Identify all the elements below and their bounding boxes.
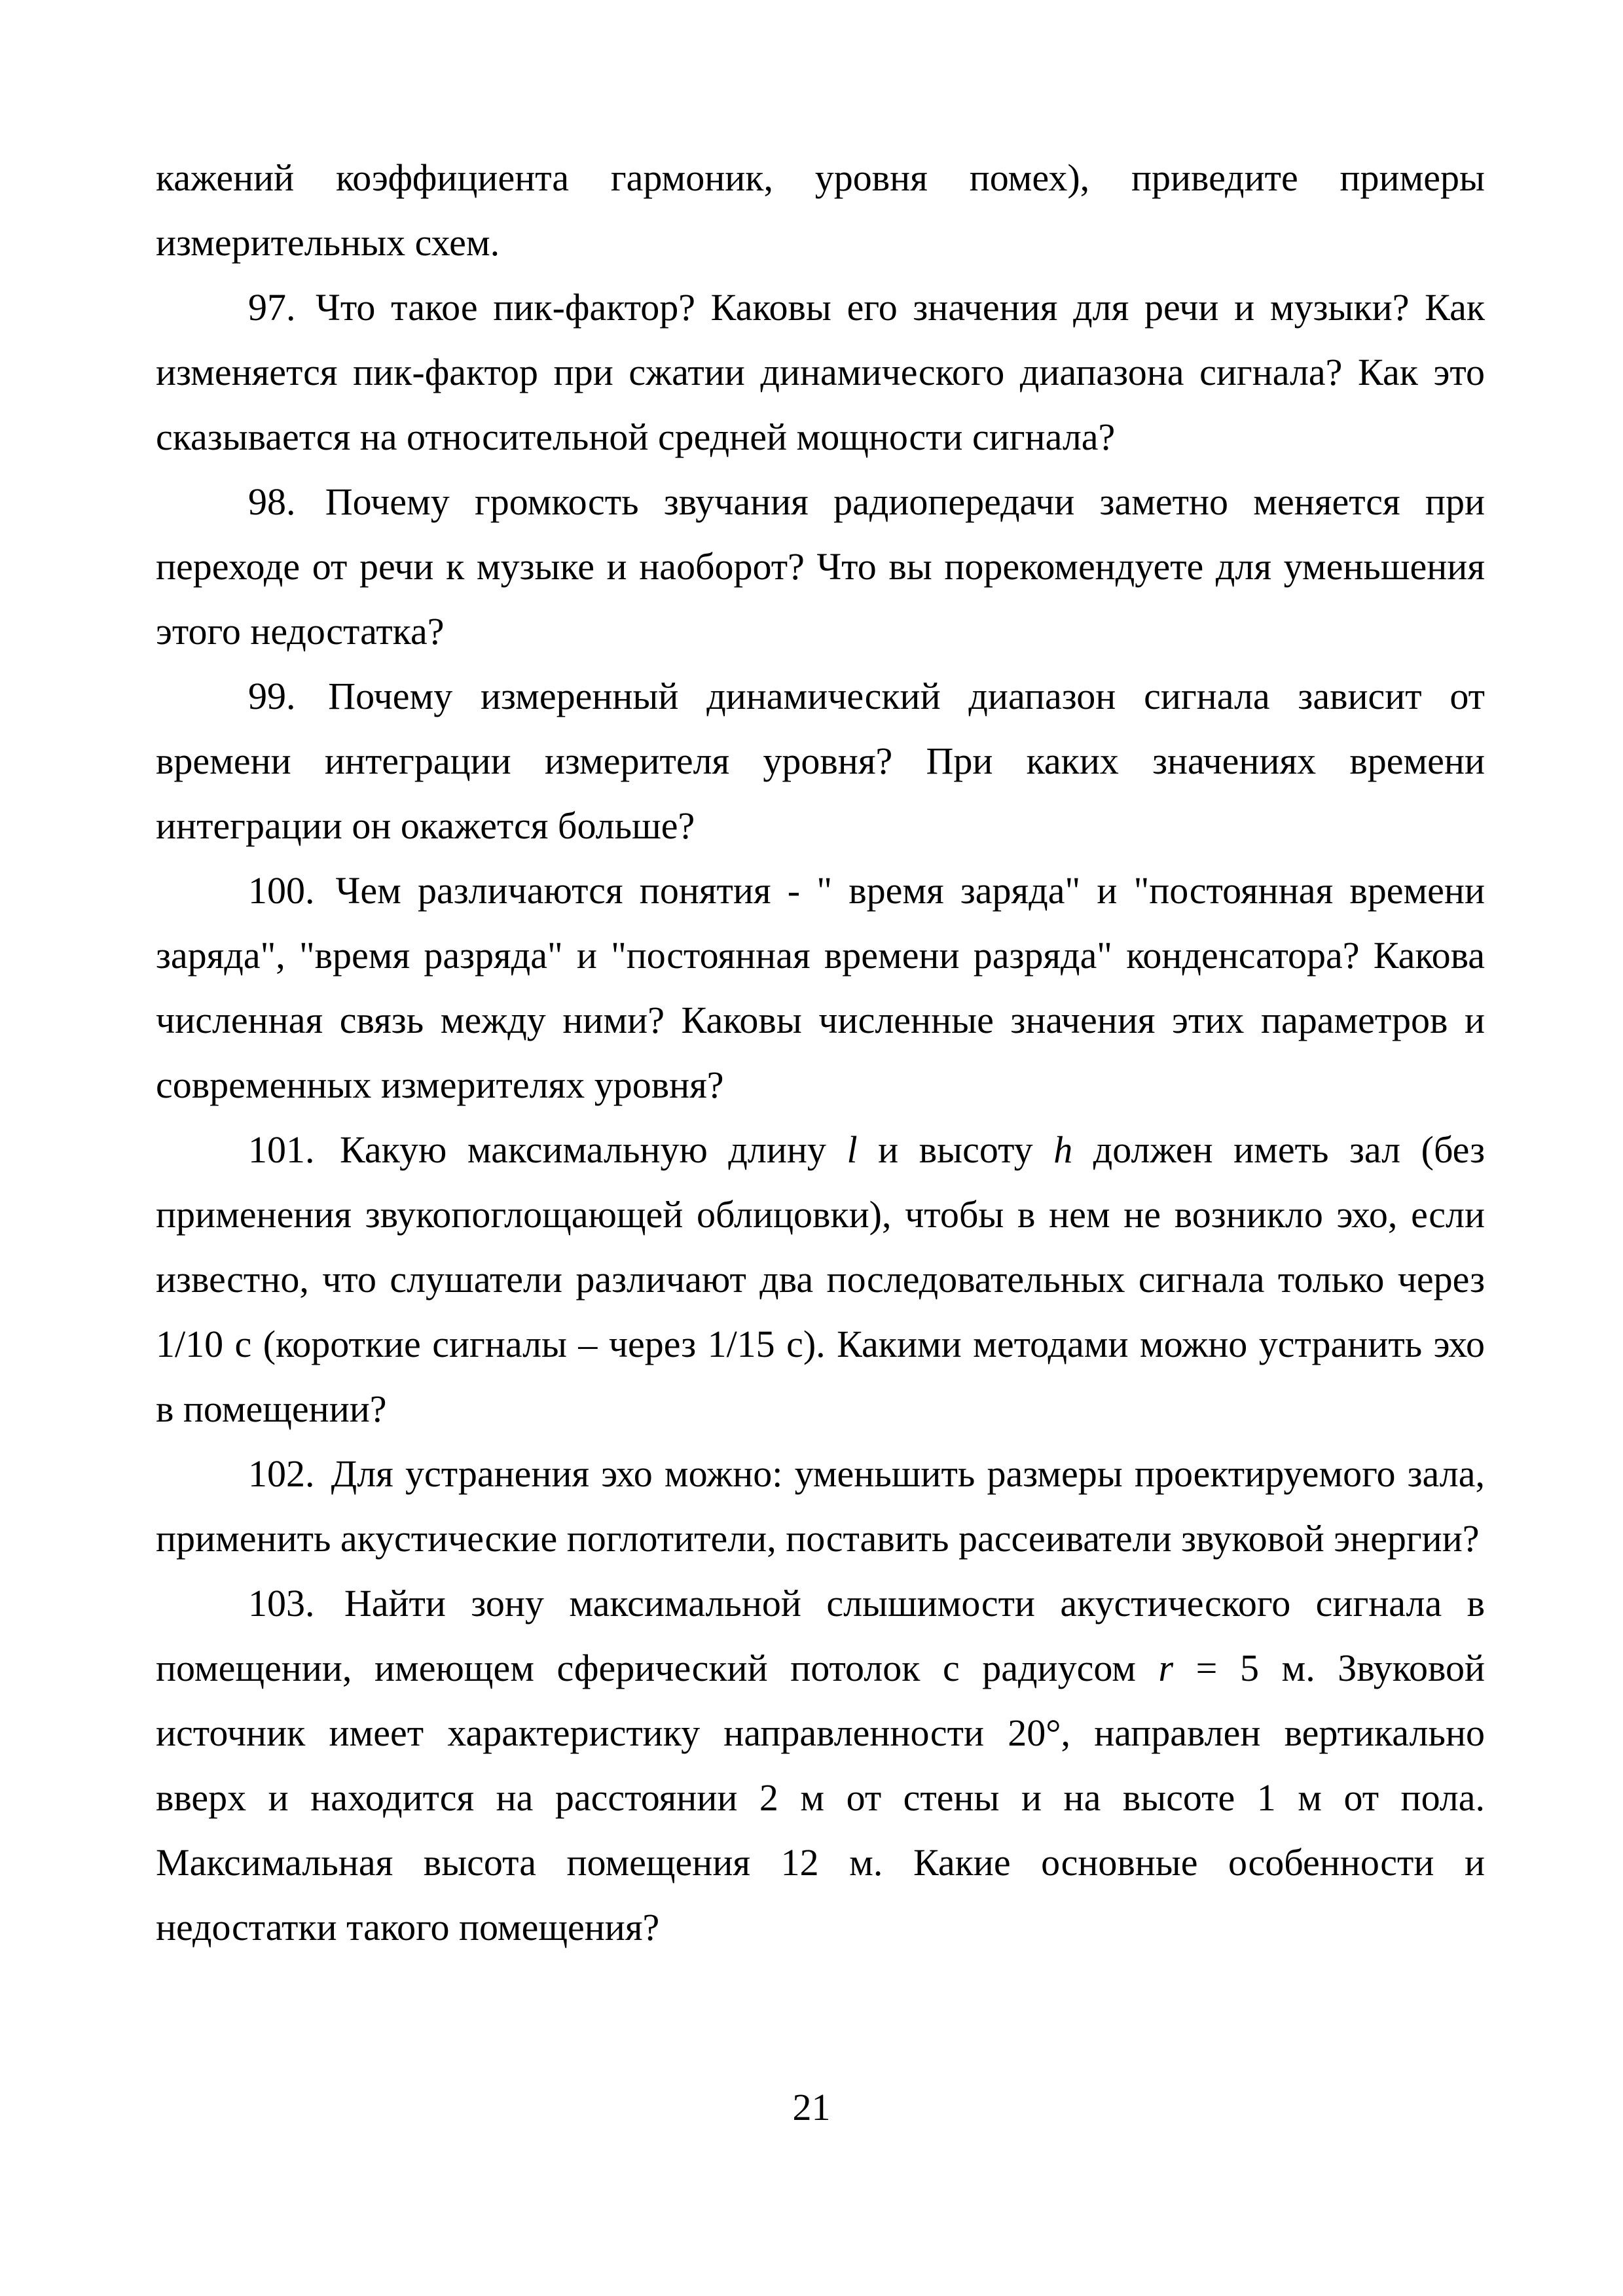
question-100 — [156, 858, 1485, 1117]
page-body — [156, 145, 1485, 1960]
page-number: 21 — [792, 2086, 831, 2128]
question-text: Что такое пик-фактор? Каковы его значения для речи и музыки? Как изменяется пик-фактор при сжатии динамического диапазона сигнала? Как это сказывается на относительной средней мощности сигнала? — [156, 286, 1485, 458]
question-text-part: Какую максимальную длину — [340, 1128, 826, 1171]
question-102 — [156, 1441, 1485, 1571]
question-text-part: Найти зону максимальной слышимости акустического сигнала в помещении, имеющем сферический потолок с радиусом — [156, 1582, 1485, 1689]
question-number: 101. — [248, 1128, 315, 1171]
question-number: 99. — [248, 675, 296, 717]
question-101 — [156, 1117, 1485, 1441]
question-number: 103. — [248, 1582, 315, 1624]
question-97 — [156, 275, 1485, 469]
question-text: Почему громкость звучания радиопередачи заметно меняется при переходе от речи к музыке и наоборот? Что вы порекомендуете для уменьшения этого недостатка? — [156, 480, 1486, 653]
question-98 — [156, 469, 1485, 664]
variable-l: l — [847, 1128, 858, 1171]
question-text: Чем различаются понятия - " время заряда" и "постоянная времени заряда", "время разряда" и "постоянная времени разряда" конденсатора? Какова численная связь между ними? Каковы численные значения этих параметров и современных измерителях уровня? — [156, 869, 1486, 1106]
question-text-part: и высоту — [878, 1128, 1033, 1171]
continuation-paragraph: кажений коэффициента гармоник, уровня помех), приведите примеры измерительных схем. — [156, 156, 1485, 264]
question-text-part: = 5 м. Звуковой источник имеет характеристику направленности 20°, направлен вертикально вверх и находится на расстоянии 2 м от стены и на высоте 1 м от пола. Максимальная высота помещения 12 м. Какие основные особенности и недостатки такого помещения? — [156, 1647, 1486, 1948]
question-number: 97. — [248, 286, 296, 329]
question-number: 98. — [248, 480, 296, 523]
variable-h: h — [1053, 1128, 1073, 1171]
question-99 — [156, 664, 1485, 858]
variable-r: r — [1158, 1647, 1174, 1689]
question-text-part: должен иметь зал (без применения звукопоглощающей облицовки), чтобы в нем не возникло эхо, если известно, что слушатели различают два последовательных сигнала только через 1/10 с (короткие сигналы – через 1/15 с). Какими методами можно устранить эхо в помещении? — [156, 1128, 1486, 1430]
question-number: 100. — [248, 869, 315, 912]
question-number: 102. — [248, 1452, 315, 1495]
question-text: Для устранения эхо можно: уменьшить размеры проектируемого зала, применить акустические поглотители, поставить рассеиватели звуковой энергии? — [156, 1452, 1485, 1560]
question-text: Почему измеренный динамический диапазон сигнала зависит от времени интеграции измерителя уровня? При каких значениях времени интеграции он окажется больше? — [156, 675, 1485, 847]
question-103 — [156, 1571, 1485, 1960]
